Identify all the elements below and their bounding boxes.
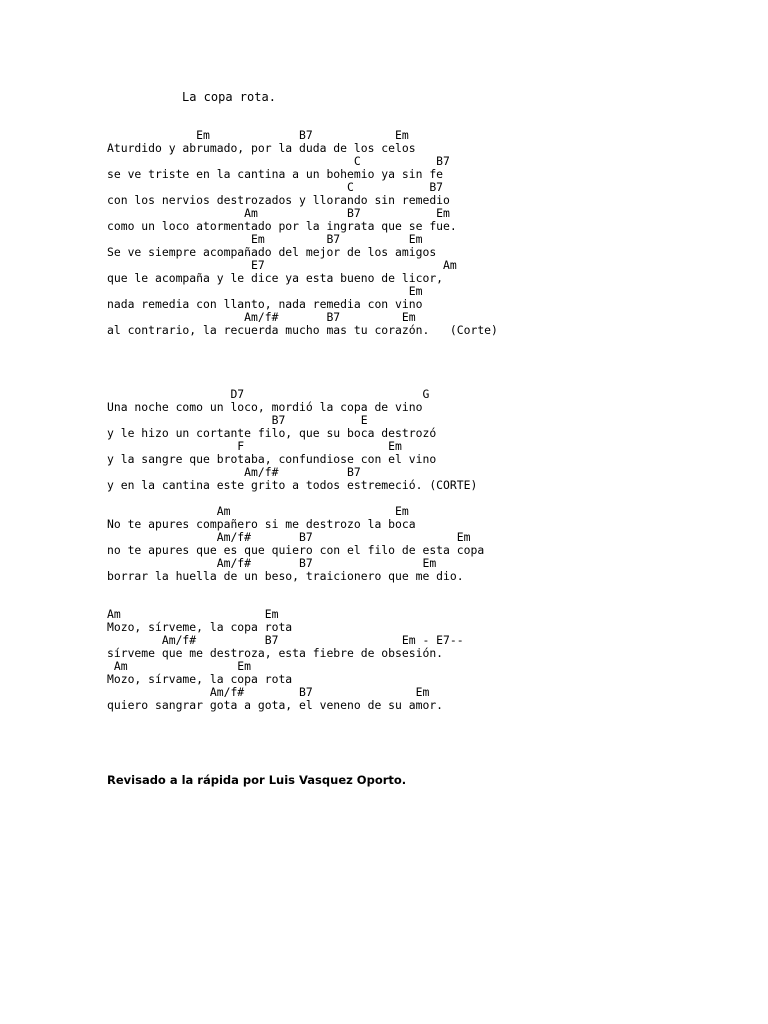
chord-line: Em: [107, 284, 423, 298]
lyric-line: Una noche como un loco, mordió la copa de vino: [107, 400, 423, 414]
chorus: [107, 608, 464, 712]
lyric-line: al contrario, la recuerda mucho mas tu corazón. (Corte): [107, 323, 498, 337]
chord-line: Am/f# B7: [107, 465, 361, 479]
chord-line: Am/f# B7 Em: [107, 556, 437, 570]
chord-line: Am/f# B7 Em: [107, 530, 471, 544]
lyric-line: Se ve siempre acompañado del mejor de los amigos: [107, 245, 437, 259]
lyric-line: nada remedia con llanto, nada remedia con vino: [107, 297, 423, 311]
chord-line: E7 Am: [107, 258, 457, 272]
chord-line: Am B7 Em: [107, 206, 450, 220]
lyric-line: que le acompaña y le dice ya esta bueno de licor,: [107, 271, 444, 285]
verse-3: [107, 505, 484, 583]
lyric-line: sírveme que me destroza, esta fiebre de obsesión.: [107, 646, 444, 660]
lyric-line: se ve triste en la cantina a un bohemio ya sin fe: [107, 167, 444, 181]
lyric-line: no te apures que es que quiero con el filo de esta copa: [107, 543, 485, 557]
chord-line: Am Em: [107, 607, 279, 621]
lyric-line: Aturdido y abrumado, por la duda de los celos: [107, 141, 416, 155]
verse-2: [107, 388, 477, 492]
chord-line: Am/f# B7 Em: [107, 310, 416, 324]
song-title: La copa rota.: [182, 90, 276, 104]
chord-line: D7 G: [107, 387, 430, 401]
chord-line: F Em: [107, 439, 402, 453]
chord-line: B7 E: [107, 413, 368, 427]
verse-1: [107, 129, 498, 337]
lyric-line: con los nervios destrozados y llorando sin remedio: [107, 193, 450, 207]
chord-line: Am/f# B7 Em: [107, 685, 430, 699]
chord-line: Em B7 Em: [107, 232, 423, 246]
chord-line: Am Em: [107, 659, 252, 673]
chord-line: Am Em: [107, 504, 409, 518]
lyric-line: Mozo, sírvame, la copa rota: [107, 672, 293, 686]
chord-line: C B7: [107, 154, 450, 168]
lyric-line: y le hizo un cortante filo, que su boca destrozó: [107, 426, 437, 440]
lyric-line: y la sangre que brotaba, confundiose con el vino: [107, 452, 437, 466]
lyric-line: borrar la huella de un beso, traicionero que me dio.: [107, 569, 464, 583]
lyric-line: quiero sangrar gota a gota, el veneno de su amor.: [107, 698, 444, 712]
chord-line: Em B7 Em: [107, 128, 409, 142]
lyric-line: y en la cantina este grito a todos estremeció. (CORTE): [107, 478, 478, 492]
chord-line: C B7: [107, 180, 444, 194]
chord-line: Am/f# B7 Em - E7--: [107, 633, 464, 647]
lyric-line: como un loco atormentado por la ingrata que se fue.: [107, 219, 457, 233]
lyric-line: No te apures compañero si me destrozo la boca: [107, 517, 416, 531]
credit-line: Revisado a la rápida por Luis Vasquez Oporto.: [107, 773, 407, 787]
lyric-line: Mozo, sírveme, la copa rota: [107, 620, 293, 634]
